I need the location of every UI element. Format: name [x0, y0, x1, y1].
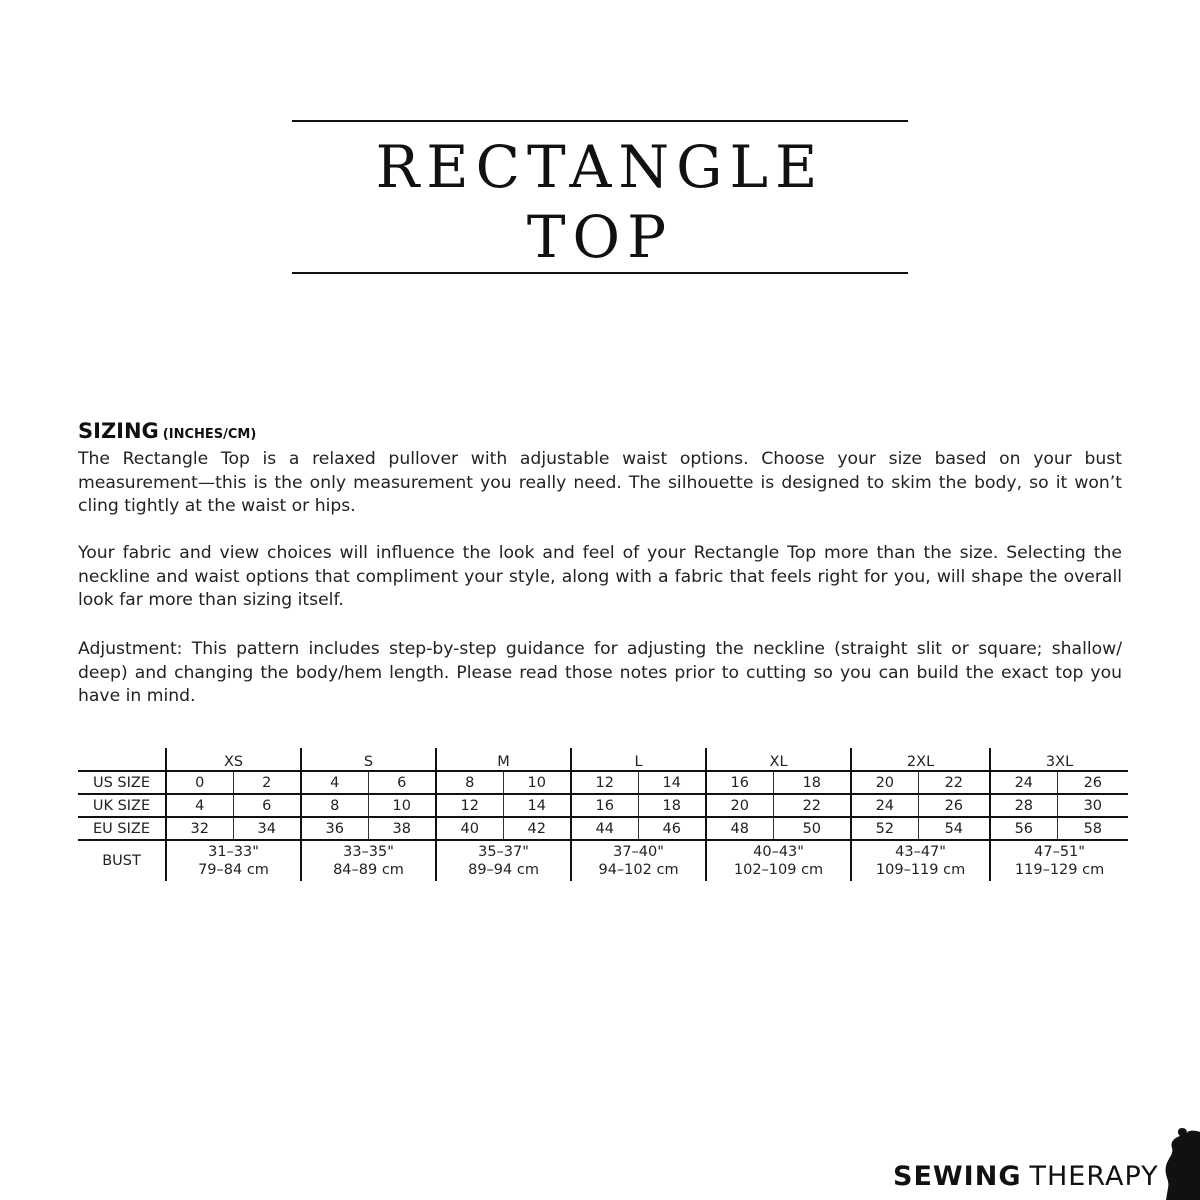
size-cell: 42 [503, 817, 571, 840]
size-cell: 0 [166, 771, 233, 794]
size-cell: 22 [918, 771, 990, 794]
size-cell: 2 [233, 771, 301, 794]
size-cell: 26 [918, 794, 990, 817]
bust-cell [571, 840, 706, 881]
size-cell: 40 [436, 817, 503, 840]
size-header-s: S [301, 748, 436, 771]
size-cell: 14 [503, 794, 571, 817]
bust-label: BUST [102, 853, 141, 869]
size-cell: 12 [436, 794, 503, 817]
size-cell: 54 [918, 817, 990, 840]
bust-inches: 33–35" [343, 844, 394, 860]
sewing-therapy-logo [893, 1156, 1159, 1196]
size-cell: 10 [368, 794, 436, 817]
size-cell: 14 [638, 771, 706, 794]
size-cell: 50 [773, 817, 851, 840]
size-cell: 30 [1057, 794, 1128, 817]
size-cell: 8 [436, 771, 503, 794]
size-header-l: L [571, 748, 706, 771]
size-cell: 18 [773, 771, 851, 794]
bust-cell [436, 840, 571, 881]
size-cell: 36 [301, 817, 368, 840]
bust-cell [851, 840, 990, 881]
bust-inches: 43–47" [895, 844, 946, 860]
bust-cm: 102–109 cm [733, 862, 824, 878]
size-cell: 52 [851, 817, 918, 840]
size-cell: 32 [166, 817, 233, 840]
size-header-xl: XL [706, 748, 851, 771]
size-cell: 46 [638, 817, 706, 840]
sizing-heading [78, 418, 256, 448]
bust-cell [706, 840, 851, 881]
size-cell: 26 [1057, 771, 1128, 794]
size-cell: 20 [851, 771, 918, 794]
bust-cm: 89–94 cm [468, 862, 539, 878]
bust-row [78, 840, 1128, 881]
sizing-heading-text: SIZING [78, 419, 159, 443]
title-block [292, 120, 908, 274]
size-header-3xl: 3XL [990, 748, 1128, 771]
bust-inches: 31–33" [208, 844, 259, 860]
bust-inches: 47–51" [1034, 844, 1085, 860]
size-cell: 20 [706, 794, 773, 817]
size-cell: 8 [301, 794, 368, 817]
size-cell: 6 [233, 794, 301, 817]
table-row [78, 817, 1128, 840]
size-table-body [78, 748, 1128, 881]
logo-word-therapy: THERAPY [1029, 1160, 1159, 1192]
table-row [78, 794, 1128, 817]
size-cell: 48 [706, 817, 773, 840]
size-cell: 38 [368, 817, 436, 840]
size-header-xs: XS [166, 748, 301, 771]
size-cell: 4 [166, 794, 233, 817]
size-cell: 44 [571, 817, 638, 840]
table-row [78, 771, 1128, 794]
bust-inches: 37–40" [613, 844, 664, 860]
size-chart-table [78, 748, 1128, 881]
size-cell: 28 [990, 794, 1057, 817]
row-label: EU SIZE [78, 817, 166, 840]
row-label: UK SIZE [78, 794, 166, 817]
intro-paragraph: The Rectangle Top is a relaxed pullover with adjustable waist options. Choose your size based on your bust measurement—this is the only measurement you really need. The silhouette is designed to skim the body, so it won’t cling tightly at the waist or hips. [78, 449, 1122, 516]
bust-inches: 40–43" [753, 844, 804, 860]
size-header-row [78, 748, 1128, 771]
bust-cell [990, 840, 1128, 881]
title-line-1: RECTANGLE [375, 133, 825, 201]
size-cell: 6 [368, 771, 436, 794]
size-cell: 12 [571, 771, 638, 794]
row-label: US SIZE [78, 771, 166, 794]
size-cell: 56 [990, 817, 1057, 840]
bust-cm: 94–102 cm [598, 862, 679, 878]
size-cell: 18 [638, 794, 706, 817]
dress-form-icon [1160, 1128, 1200, 1200]
size-cell: 24 [851, 794, 918, 817]
size-cell: 10 [503, 771, 571, 794]
size-cell: 24 [990, 771, 1057, 794]
size-cell: 4 [301, 771, 368, 794]
sizing-units: (INCHES/CM) [162, 427, 257, 442]
size-cell: 34 [233, 817, 301, 840]
bust-cell [301, 840, 436, 881]
bust-cm: 84–89 cm [333, 862, 404, 878]
size-cell: 22 [773, 794, 851, 817]
size-cell: 16 [571, 794, 638, 817]
adjustment-paragraph: Adjustment: This pattern includes step-by-step guidance for adjusting the neckline (straight slit or square; shallow/ deep) and changing the body/hem length. Please read those notes prior to cutting so you can build the exact top you have in mind. [78, 639, 1122, 706]
fabric-paragraph: Your fabric and view choices will influence the look and feel of your Rectangle Top more than the size. Selecting the neckline and waist options that compliment your style, along with a fabric that feels right for you, will shape the overall look far more than sizing itself. [78, 543, 1122, 610]
size-cell: 58 [1057, 817, 1128, 840]
logo-word-sewing: SEWING [893, 1160, 1022, 1192]
bust-cm: 79–84 cm [198, 862, 269, 878]
size-cell: 16 [706, 771, 773, 794]
bust-cm: 119–129 cm [1014, 862, 1105, 878]
bust-cell [166, 840, 301, 881]
bust-cm: 109–119 cm [875, 862, 966, 878]
bust-inches: 35–37" [478, 844, 529, 860]
title-line-2: TOP [526, 203, 674, 271]
size-header-2xl: 2XL [851, 748, 990, 771]
size-header-m: M [436, 748, 571, 771]
header-blank-cell [78, 748, 166, 771]
